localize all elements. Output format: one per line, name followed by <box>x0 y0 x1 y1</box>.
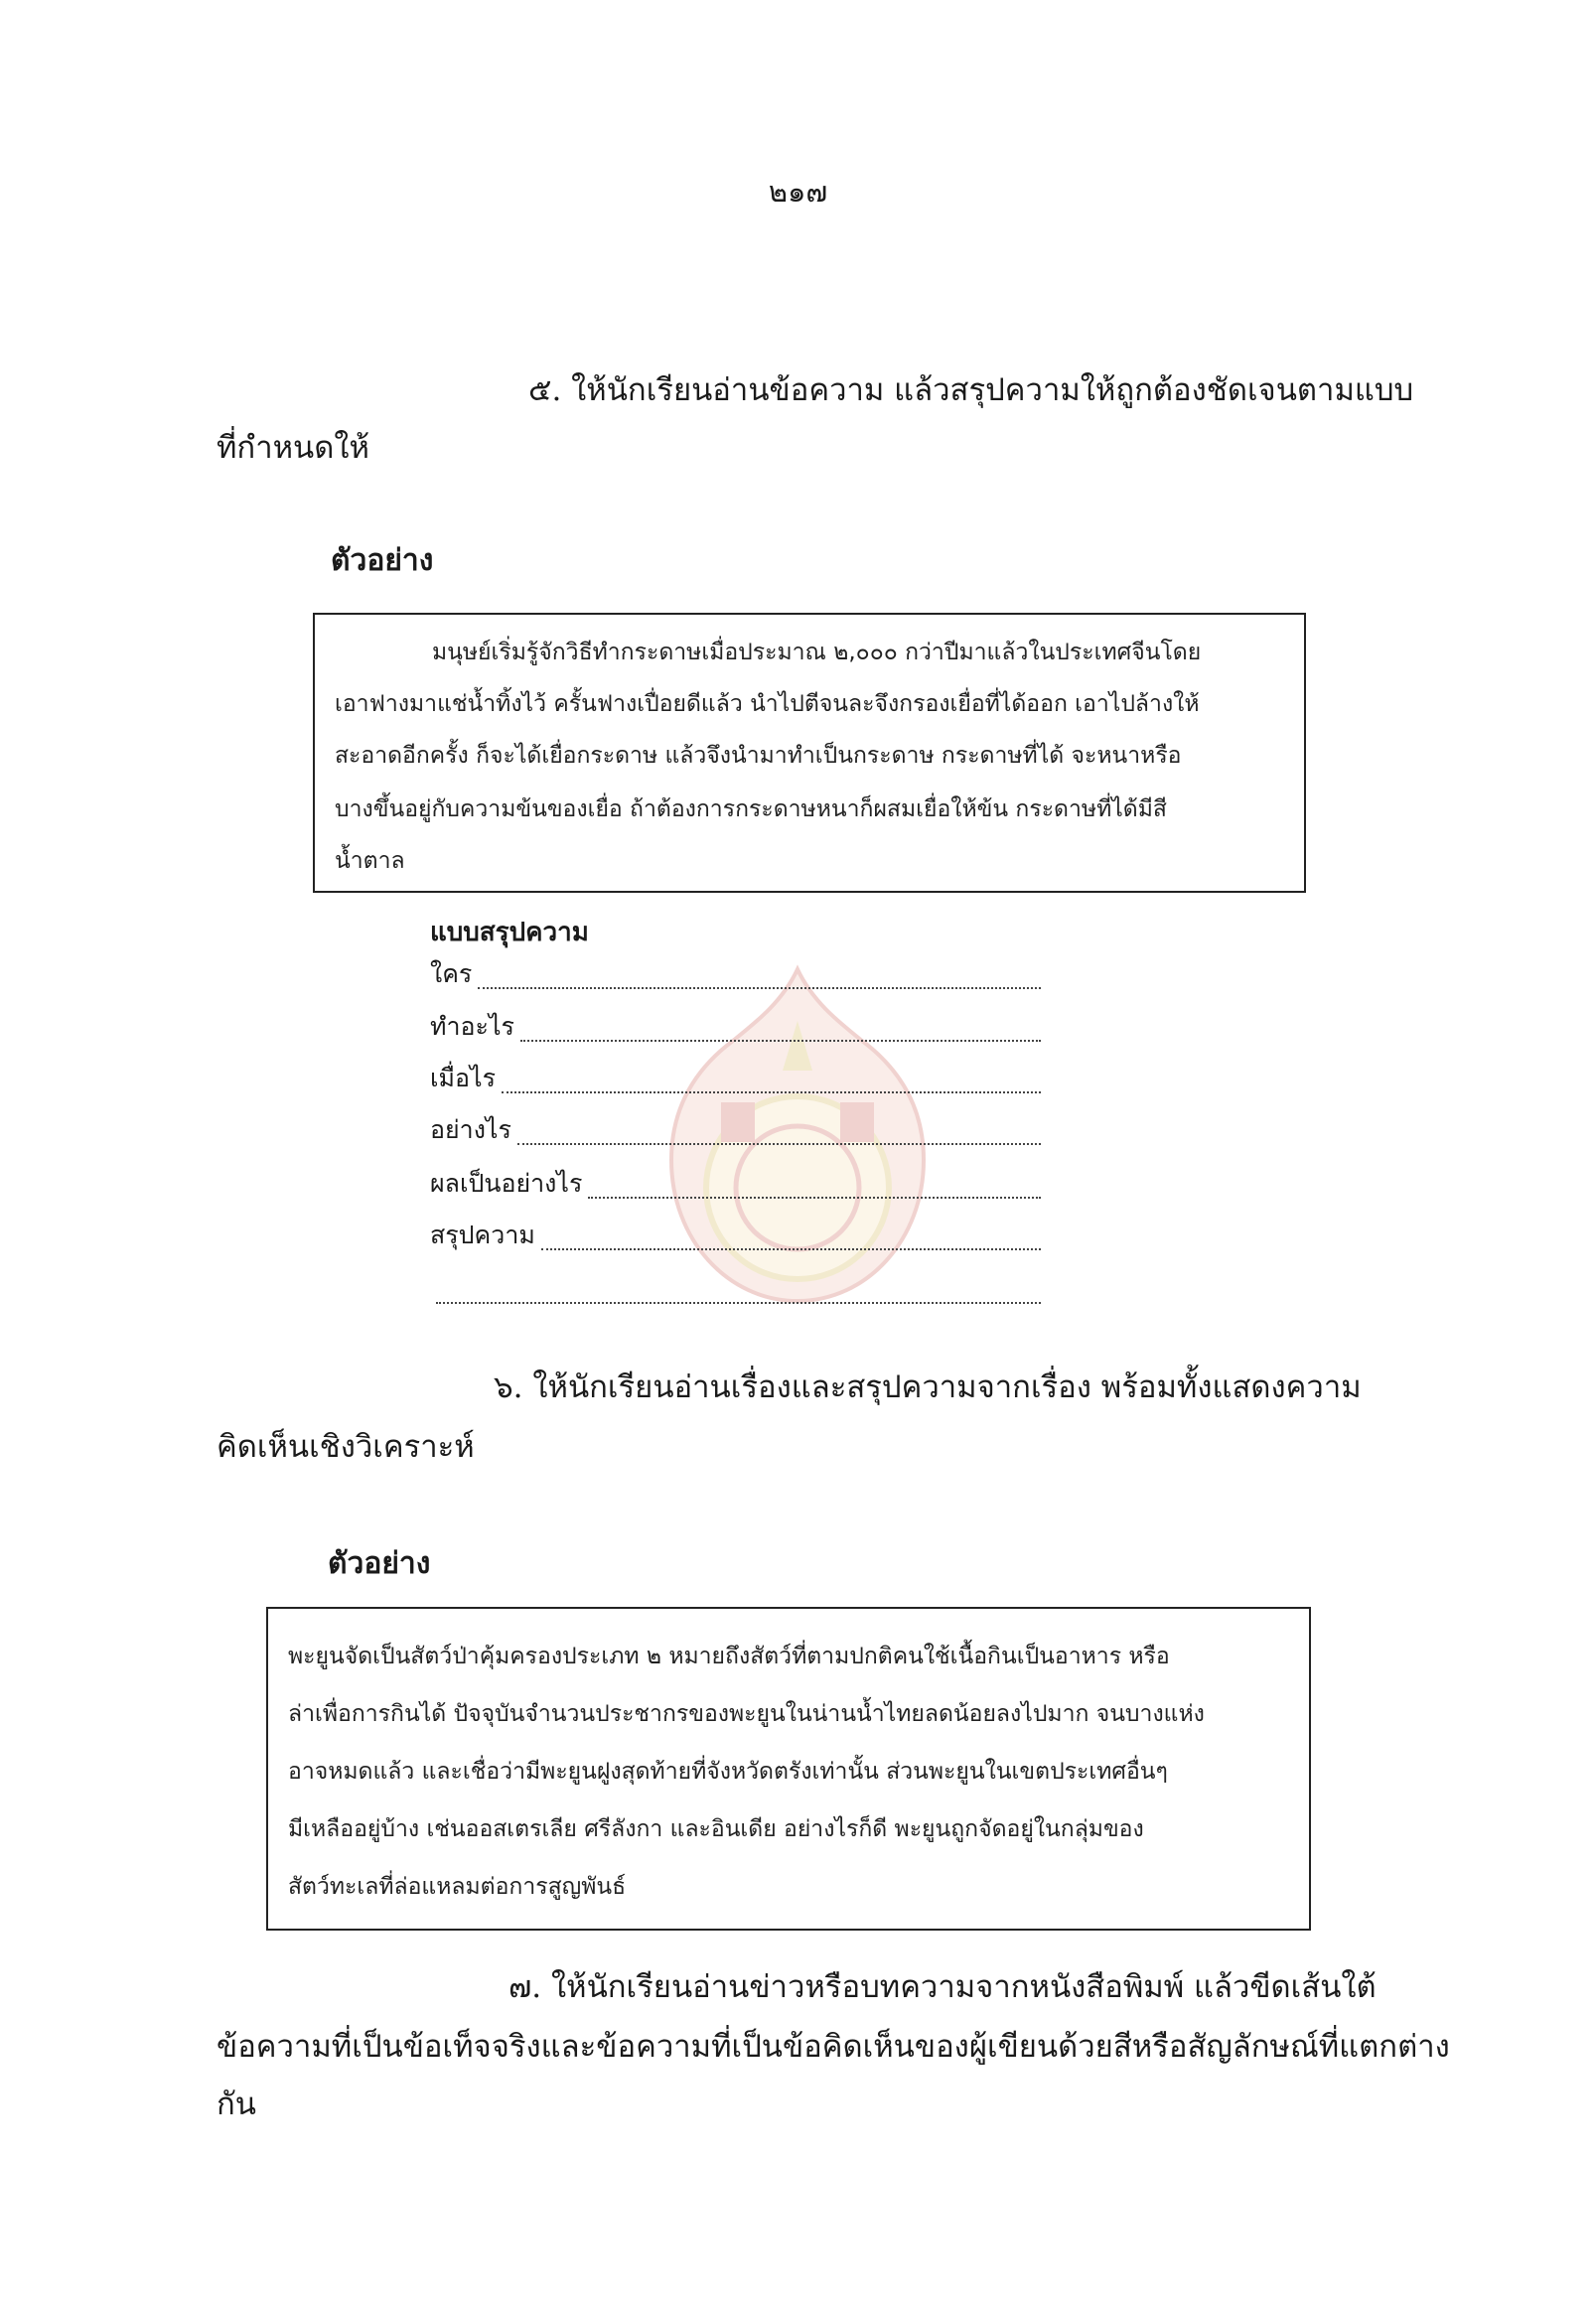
summary-field-label: ใคร <box>430 959 473 988</box>
passage-line: บางขึ้นอยู่กับความข้นของเยื่อ ถ้าต้องการกระดาษหนาก็ผสมเยื่อให้ข้น กระดาษที่ได้มีสี <box>335 796 1167 822</box>
summary-field-label: สรุปความ <box>430 1221 535 1249</box>
summary-field-who[interactable] <box>430 959 1041 994</box>
section5-instruction-line1: ๕. ให้นักเรียนอ่านข้อความ แล้วสรุปความให้ถูกต้องชัดเจนตามแบบ <box>528 372 1414 408</box>
section7-instruction-line2: ข้อความที่เป็นข้อเท็จจริงและข้อความที่เป็นข้อคิดเห็นของผู้เขียนด้วยสีหรือสัญลักษณ์ที่แตกต่าง <box>217 2029 1450 2065</box>
passage-line: มีเหลืออยู่บ้าง เช่นออสเตรเลีย ศรีลังกา และอินเดีย อย่างไรก็ดี พะยูนถูกจัดอยู่ในกลุ่มของ <box>288 1816 1144 1842</box>
section6-instruction-line2: คิดเห็นเชิงวิเคราะห์ <box>217 1429 475 1465</box>
summary-field-label: เมื่อไร <box>430 1064 497 1092</box>
passage-line: น้ำตาล <box>335 848 405 874</box>
passage-line: อาจหมดแล้ว และเชื่อว่ามีพะยูนฝูงสุดท้ายที่จังหวัดตรังเท่านั้น ส่วนพะยูนในเขตประเทศอื่นๆ <box>288 1759 1168 1785</box>
passage-line: พะยูนจัดเป็นสัตว์ป่าคุ้มครองประเภท ๒ หมายถึงสัตว์ที่ตามปกติคนใช้เนื้อกินเป็นอาหาร หรือ <box>288 1644 1170 1669</box>
dotted-answer-line <box>588 1196 1041 1199</box>
dotted-answer-line <box>520 1039 1041 1042</box>
summary-field-label: ทำอะไร <box>430 1012 514 1041</box>
summary-field-what[interactable] <box>430 1012 1041 1047</box>
summary-form-title: แบบสรุปความ <box>430 918 589 947</box>
section5-instruction-line2: ที่กำหนดให้ <box>217 430 369 466</box>
section6-instruction-line1: ๖. ให้นักเรียนอ่านเรื่องและสรุปความจากเรื่อง พร้อมทั้งแสดงความ <box>494 1369 1362 1405</box>
dotted-answer-line <box>478 986 1041 989</box>
dotted-answer-line <box>436 1301 1041 1304</box>
summary-field-conclusion[interactable] <box>430 1223 1041 1255</box>
passage-line: เอาฟางมาแช่น้ำทิ้งไว้ ครั้นฟางเปื่อยดีแล้ว นำไปตีจนละจึงกรองเยื่อที่ได้ออก เอาไปล้างให้ <box>335 691 1200 717</box>
passage-line: มนุษย์เริ่มรู้จักวิธีทำกระดาษเมื่อประมาณ ๒,๐๐๐ กว่าปีมาแล้วในประเทศจีนโดย <box>432 640 1202 665</box>
passage-line: ล่าเพื่อการกินได้ ปัจจุบันจำนวนประชากรของพะยูนในน่านน้ำไทยลดน้อยลงไปมาก จนบางแห่ง <box>288 1701 1205 1727</box>
summary-field-continuation[interactable] <box>430 1277 1041 1309</box>
section5-passage-box <box>313 613 1306 893</box>
summary-field-result[interactable] <box>430 1169 1041 1204</box>
section6-example-heading: ตัวอย่าง <box>328 1546 431 1581</box>
section7-instruction-line3: กัน <box>217 2087 256 2122</box>
dotted-answer-line <box>502 1090 1041 1093</box>
passage-line: สัตว์ทะเลที่ล่อแหลมต่อการสูญพันธ์ <box>288 1874 627 1900</box>
summary-field-when[interactable] <box>430 1064 1041 1098</box>
summary-field-label: อย่างไร <box>430 1115 511 1144</box>
page-number: ๒๑๗ <box>768 175 828 209</box>
section5-example-heading: ตัวอย่าง <box>331 543 434 578</box>
dotted-answer-line <box>541 1247 1041 1250</box>
summary-field-label: ผลเป็นอย่างไร <box>430 1169 583 1198</box>
section6-passage-box <box>266 1607 1311 1931</box>
passage-line: สะอาดอีกครั้ง ก็จะได้เยื่อกระดาษ แล้วจึงนำมาทำเป็นกระดาษ กระดาษที่ได้ จะหนาหรือ <box>335 743 1182 769</box>
summary-field-how[interactable] <box>430 1115 1041 1150</box>
dotted-answer-line <box>517 1142 1041 1145</box>
section7-instruction-line1: ๗. ให้นักเรียนอ่านข่าวหรือบทความจากหนังสือพิมพ์ แล้วขีดเส้นใต้ <box>508 1969 1377 2005</box>
